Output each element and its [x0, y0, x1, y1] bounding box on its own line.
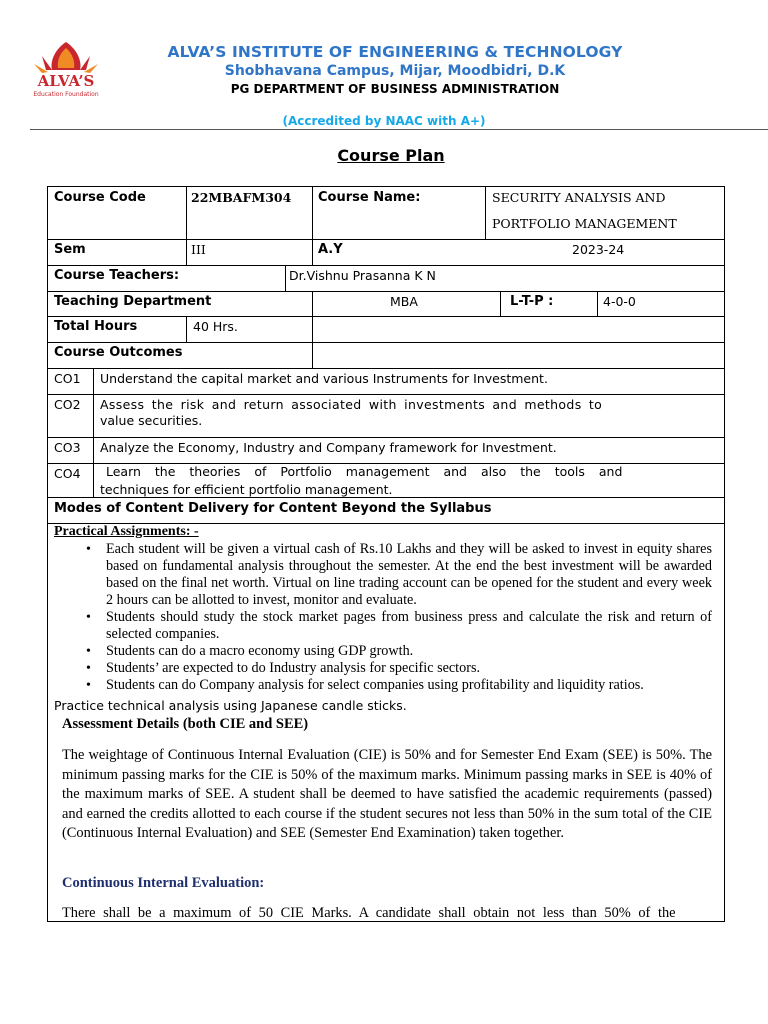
cie-text: There shall be a maximum of 50 CIE Marks. A candidate shall obtain not less than 50% of the [62, 905, 676, 921]
cie-heading: Continuous Internal Evaluation: [62, 875, 265, 891]
list-item: • Students can do Company analysis for select companies using profitability and liquidity ratios. [86, 677, 712, 694]
col-divider [186, 316, 187, 342]
outcome-text: Analyze the Economy, Industry and Company framework for Investment. [100, 440, 557, 455]
outcome-text: Assess the risk and return associated with investments and methods to [100, 397, 603, 412]
technical-analysis-note: Practice technical analysis using Japanese candle sticks. [54, 698, 407, 713]
col-divider [186, 187, 187, 265]
row-divider [48, 437, 725, 438]
course-teachers-label: Course Teachers: [54, 268, 180, 283]
logo-subtext: Education Foundation [33, 91, 99, 98]
col-divider [93, 368, 94, 497]
outcome-text: value securities. [100, 413, 203, 428]
outcome-id: CO3 [54, 440, 81, 455]
row-divider [48, 239, 725, 240]
course-name-line1: SECURITY ANALYSIS AND [492, 190, 666, 205]
row-divider [48, 291, 725, 292]
ay-label: A.Y [318, 242, 343, 257]
assessment-paragraph: The weightage of Continuous Internal Evaluation (CIE) is 50% and for Semester End Exam (SEE) is 50%. The minimum passing marks for the CIE is 50% of the maximum marks. Minimum passing marks in SEE is 40% of the maximum marks of SEE. A student shall be deemed to have satisfied the academic requirements (passed) and earned the credits allotted to each course if the student secures not less than 50% in the sum total of the CIE (Continuous Internal Evaluation) and SEE (Semester End Examination) taken together. [62, 747, 712, 841]
row-divider [48, 394, 725, 395]
logo-emblem-icon [34, 42, 98, 73]
total-hours-label: Total Hours [54, 319, 138, 334]
outcome-text: techniques for efficient portfolio management. [100, 482, 393, 497]
course-plan-frame [47, 186, 725, 922]
outcome-id: CO2 [54, 397, 81, 412]
outcome-text: Understand the capital market and various Instruments for Investment. [100, 371, 548, 386]
header-divider [30, 129, 768, 130]
row-divider [48, 265, 725, 266]
row-divider [48, 342, 725, 343]
ay-value: 2023-24 [572, 242, 625, 257]
col-divider [500, 291, 501, 316]
col-divider [485, 187, 486, 239]
department-name: PG DEPARTMENT OF BUSINESS ADMINISTRATION [230, 82, 560, 96]
row-divider [48, 316, 725, 317]
course-name-label: Course Name: [318, 190, 421, 205]
institute-logo [16, 40, 116, 100]
list-item: • Students’ are expected to do Industry analysis for specific sectors. [86, 660, 712, 677]
row-divider [48, 368, 725, 369]
assessment-heading: Assessment Details (both CIE and SEE) [62, 716, 309, 732]
course-teachers-value: Dr.Vishnu Prasanna K N [289, 268, 436, 283]
col-divider [312, 291, 313, 369]
sem-value: III [191, 242, 206, 257]
logo-wordmark: ALVA’S [37, 72, 95, 90]
outcome-id: CO4 [54, 466, 81, 481]
practical-assignments-list [86, 541, 712, 694]
outcome-text: Learn the theories of Portfolio management and also the tools and [106, 464, 623, 479]
course-code-label: Course Code [54, 190, 146, 205]
sem-label: Sem [54, 242, 86, 257]
col-divider [285, 265, 286, 291]
campus-address: Shobhavana Campus, Mijar, Moodbidri, D.K [224, 63, 566, 79]
course-name-line2: PORTFOLIO MANAGEMENT [492, 216, 677, 231]
col-divider [312, 187, 313, 265]
institute-name: ALVA’S INSTITUTE OF ENGINEERING & TECHNOLOGY [167, 43, 623, 61]
page-title: Course Plan [337, 146, 445, 165]
total-hours-value: 40 Hrs. [193, 319, 238, 334]
teaching-department-label: Teaching Department [54, 294, 212, 309]
outcome-id: CO1 [54, 371, 81, 386]
course-outcomes-label: Course Outcomes [54, 345, 183, 360]
practical-assignments-heading: Practical Assignments: - [54, 524, 199, 539]
modes-heading: Modes of Content Delivery for Content Beyond the Syllabus [54, 501, 492, 516]
accreditation-note: (Accredited by NAAC with A+) [282, 114, 486, 128]
list-item: • Each student will be given a virtual cash of Rs.10 Lakhs and they will be asked to invest in equity shares based on fundamental analysis throughout the semester. At the end the best investment will be awarded based on the final net worth. Virtual on line trading account can be opened for the student and every week 2 hours can be allotted to invest, monitor and evaluate. [86, 541, 712, 609]
ltp-value: 4-0-0 [603, 294, 636, 309]
col-divider [597, 291, 598, 316]
teaching-department-value: MBA [390, 294, 418, 309]
list-item: • Students should study the stock market pages from business press and calculate the risk and return of selected companies. [86, 609, 712, 643]
list-item: • Students can do a macro economy using GDP growth. [86, 643, 712, 660]
course-code-value: 22MBAFM304 [191, 190, 292, 205]
ltp-label: L-T-P : [510, 294, 554, 309]
